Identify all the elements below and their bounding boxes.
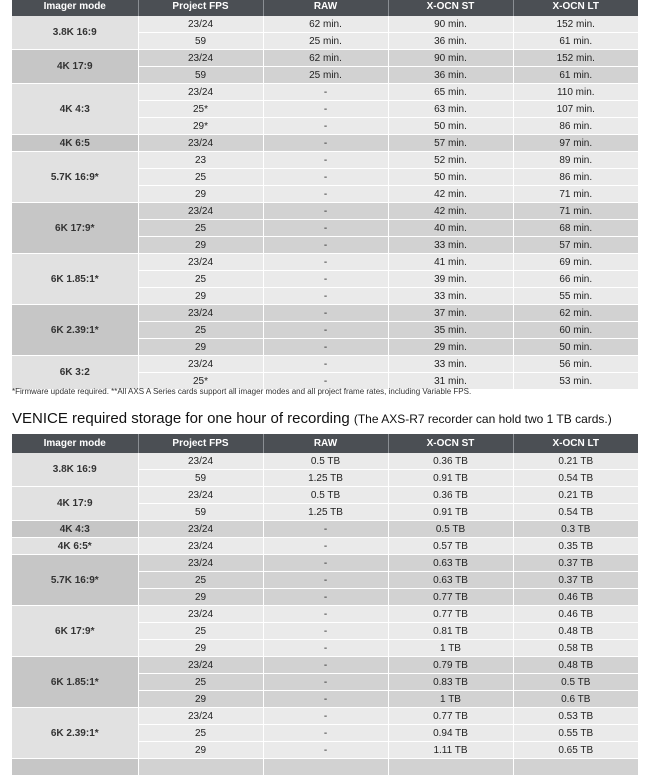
xocn-lt-cell: 0.65 TB <box>513 742 638 759</box>
project-fps-cell: 25 <box>138 322 263 339</box>
xocn-st-cell: 42 min. <box>388 203 513 220</box>
raw-cell: - <box>263 118 388 135</box>
raw-cell: - <box>263 254 388 271</box>
header-imager-mode: Imager mode <box>12 434 138 453</box>
imager-mode-cell: 5.7K 16:9* <box>12 555 138 606</box>
imager-mode-cell: 4K 6:5* <box>12 538 138 555</box>
project-fps-cell: 23/24 <box>138 50 263 67</box>
project-fps-cell: 23/24 <box>138 487 263 504</box>
raw-cell: 0.5 TB <box>263 487 388 504</box>
xocn-lt-cell: 0.37 TB <box>513 555 638 572</box>
xocn-st-cell: 0.57 TB <box>388 538 513 555</box>
xocn-lt-cell: 55 min. <box>513 288 638 305</box>
raw-cell: - <box>263 339 388 356</box>
table-row <box>12 203 638 220</box>
raw-cell: - <box>263 101 388 118</box>
xocn-st-cell: 36 min. <box>388 67 513 84</box>
raw-cell: - <box>263 657 388 674</box>
table-row <box>12 305 638 322</box>
xocn-st-cell: 0.91 TB <box>388 504 513 521</box>
xocn-lt-cell: 107 min. <box>513 101 638 118</box>
raw-cell: - <box>263 84 388 101</box>
header-project-fps: Project FPS <box>138 434 263 453</box>
table-row <box>12 254 638 271</box>
table-row <box>12 657 638 674</box>
xocn-lt-cell: 0.48 TB <box>513 657 638 674</box>
raw-cell: 25 min. <box>263 67 388 84</box>
table-row <box>12 135 638 152</box>
raw-cell: - <box>263 322 388 339</box>
table-row <box>12 538 638 555</box>
xocn-st-cell: 0.91 TB <box>388 470 513 487</box>
xocn-lt-cell: 56 min. <box>513 356 638 373</box>
xocn-st-cell: 0.5 TB <box>388 521 513 538</box>
table-row <box>12 708 638 725</box>
project-fps-cell: 23/24 <box>138 84 263 101</box>
project-fps-cell: 23/24 <box>138 538 263 555</box>
xocn-st-cell: 57 min. <box>388 135 513 152</box>
project-fps-cell: 23/24 <box>138 135 263 152</box>
storage-table <box>12 434 638 776</box>
imager-mode-cell: 6K 17:9* <box>12 606 138 657</box>
xocn-st-cell: 0.94 TB <box>388 725 513 742</box>
xocn-lt-cell: 0.3 TB <box>513 521 638 538</box>
table-row <box>12 453 638 470</box>
xocn-st-cell: 0.79 TB <box>388 657 513 674</box>
project-fps-cell: 23/24 <box>138 203 263 220</box>
xocn-st-cell: 33 min. <box>388 288 513 305</box>
raw-cell: - <box>263 305 388 322</box>
project-fps-cell: 23/24 <box>138 16 263 33</box>
xocn-st-cell: 50 min. <box>388 169 513 186</box>
xocn-st-cell: 31 min. <box>388 373 513 390</box>
project-fps-cell: 59 <box>138 33 263 50</box>
xocn-lt-cell: 89 min. <box>513 152 638 169</box>
project-fps-cell: 23/24 <box>138 555 263 572</box>
xocn-st-cell: 63 min. <box>388 101 513 118</box>
project-fps-cell: 29 <box>138 288 263 305</box>
imager-mode-cell: 6K 2.39:1* <box>12 305 138 356</box>
raw-cell: - <box>263 356 388 373</box>
xocn-st-cell: 0.63 TB <box>388 572 513 589</box>
xocn-lt-cell: 0.54 TB <box>513 470 638 487</box>
table-row <box>12 84 638 101</box>
imager-mode-cell: 6K 3:2 <box>12 356 138 390</box>
raw-cell: 62 min. <box>263 16 388 33</box>
xocn-lt-cell: 50 min. <box>513 339 638 356</box>
xocn-lt-cell: 86 min. <box>513 169 638 186</box>
xocn-lt-cell: 0.21 TB <box>513 487 638 504</box>
imager-mode-cell: 3.8K 16:9 <box>12 16 138 50</box>
xocn-st-cell: 37 min. <box>388 305 513 322</box>
project-fps-cell: 29 <box>138 691 263 708</box>
xocn-lt-cell <box>513 759 638 776</box>
header-raw: RAW <box>263 0 388 16</box>
xocn-lt-cell: 0.37 TB <box>513 572 638 589</box>
project-fps-cell: 25 <box>138 169 263 186</box>
recording-time-table <box>12 0 638 390</box>
xocn-lt-cell: 110 min. <box>513 84 638 101</box>
raw-cell: - <box>263 640 388 657</box>
imager-mode-cell: 5.7K 16:9* <box>12 152 138 203</box>
xocn-st-cell: 90 min. <box>388 16 513 33</box>
raw-cell: - <box>263 288 388 305</box>
xocn-st-cell: 0.77 TB <box>388 708 513 725</box>
project-fps-cell: 23/24 <box>138 305 263 322</box>
table-row <box>12 555 638 572</box>
imager-mode-cell: 6K 1.85:1* <box>12 657 138 708</box>
raw-cell: - <box>263 589 388 606</box>
xocn-st-cell: 0.36 TB <box>388 487 513 504</box>
xocn-lt-cell: 97 min. <box>513 135 638 152</box>
xocn-lt-cell: 0.55 TB <box>513 725 638 742</box>
table-row <box>12 50 638 67</box>
raw-cell: - <box>263 186 388 203</box>
project-fps-cell: 29 <box>138 640 263 657</box>
xocn-lt-cell: 0.46 TB <box>513 606 638 623</box>
xocn-st-cell: 52 min. <box>388 152 513 169</box>
xocn-st-cell: 42 min. <box>388 186 513 203</box>
project-fps-cell: 23/24 <box>138 606 263 623</box>
imager-mode-cell: 6K 1.85:1* <box>12 254 138 305</box>
raw-cell <box>263 759 388 776</box>
storage-heading <box>12 410 612 428</box>
xocn-lt-cell: 69 min. <box>513 254 638 271</box>
imager-mode-cell: 4K 4:3 <box>12 521 138 538</box>
project-fps-cell: 23/24 <box>138 657 263 674</box>
raw-cell: - <box>263 521 388 538</box>
raw-cell: - <box>263 538 388 555</box>
xocn-lt-cell: 0.21 TB <box>513 453 638 470</box>
raw-cell: - <box>263 742 388 759</box>
project-fps-cell: 23/24 <box>138 708 263 725</box>
footnote: *Firmware update required. **All AXS A Series cards support all imager modes and all project frame rates, including Variable FPS. <box>12 387 472 396</box>
header-project-fps: Project FPS <box>138 0 263 16</box>
xocn-st-cell: 0.36 TB <box>388 453 513 470</box>
header-xocn-lt: X-OCN LT <box>513 434 638 453</box>
recording-time-body <box>12 16 638 390</box>
xocn-lt-cell: 0.46 TB <box>513 589 638 606</box>
xocn-lt-cell: 0.48 TB <box>513 623 638 640</box>
xocn-lt-cell: 60 min. <box>513 322 638 339</box>
raw-cell: - <box>263 674 388 691</box>
xocn-st-cell: 65 min. <box>388 84 513 101</box>
xocn-lt-cell: 66 min. <box>513 271 638 288</box>
xocn-lt-cell: 61 min. <box>513 67 638 84</box>
header-xocn-st: X-OCN ST <box>388 434 513 453</box>
raw-cell: - <box>263 237 388 254</box>
xocn-st-cell: 0.77 TB <box>388 606 513 623</box>
xocn-lt-cell: 0.6 TB <box>513 691 638 708</box>
raw-cell: - <box>263 220 388 237</box>
table-row <box>12 521 638 538</box>
table-header-row <box>12 434 638 453</box>
project-fps-cell: 25 <box>138 572 263 589</box>
raw-cell: - <box>263 152 388 169</box>
project-fps-cell: 25* <box>138 373 263 390</box>
raw-cell: - <box>263 555 388 572</box>
xocn-lt-cell: 62 min. <box>513 305 638 322</box>
table-row <box>12 356 638 373</box>
xocn-lt-cell: 68 min. <box>513 220 638 237</box>
project-fps-cell: 23/24 <box>138 254 263 271</box>
table-row <box>12 152 638 169</box>
xocn-st-cell: 0.77 TB <box>388 589 513 606</box>
raw-cell: 1.25 TB <box>263 470 388 487</box>
project-fps-cell: 29 <box>138 589 263 606</box>
imager-mode-cell <box>12 759 138 776</box>
project-fps-cell: 25 <box>138 271 263 288</box>
header-xocn-st: X-OCN ST <box>388 0 513 16</box>
project-fps-cell: 59 <box>138 470 263 487</box>
xocn-st-cell: 0.81 TB <box>388 623 513 640</box>
project-fps-cell: 23/24 <box>138 356 263 373</box>
storage-body <box>12 453 638 776</box>
xocn-lt-cell: 53 min. <box>513 373 638 390</box>
project-fps-cell: 23/24 <box>138 521 263 538</box>
table-row <box>12 759 638 776</box>
header-xocn-lt: X-OCN LT <box>513 0 638 16</box>
project-fps-cell: 25 <box>138 220 263 237</box>
imager-mode-cell: 3.8K 16:9 <box>12 453 138 487</box>
imager-mode-cell: 4K 17:9 <box>12 487 138 521</box>
xocn-st-cell: 41 min. <box>388 254 513 271</box>
xocn-st-cell: 50 min. <box>388 118 513 135</box>
xocn-lt-cell: 71 min. <box>513 186 638 203</box>
raw-cell: 25 min. <box>263 33 388 50</box>
xocn-lt-cell: 86 min. <box>513 118 638 135</box>
raw-cell: 0.5 TB <box>263 453 388 470</box>
project-fps-cell: 29 <box>138 339 263 356</box>
xocn-st-cell: 40 min. <box>388 220 513 237</box>
table-row <box>12 606 638 623</box>
raw-cell: - <box>263 135 388 152</box>
raw-cell: 62 min. <box>263 50 388 67</box>
xocn-lt-cell: 0.35 TB <box>513 538 638 555</box>
xocn-lt-cell: 61 min. <box>513 33 638 50</box>
xocn-lt-cell: 152 min. <box>513 16 638 33</box>
project-fps-cell: 25 <box>138 725 263 742</box>
table-header-row <box>12 0 638 16</box>
xocn-st-cell: 33 min. <box>388 237 513 254</box>
project-fps-cell: 25 <box>138 623 263 640</box>
project-fps-cell: 29 <box>138 742 263 759</box>
project-fps-cell: 59 <box>138 67 263 84</box>
raw-cell: - <box>263 623 388 640</box>
xocn-st-cell: 0.63 TB <box>388 555 513 572</box>
xocn-lt-cell: 0.58 TB <box>513 640 638 657</box>
xocn-lt-cell: 152 min. <box>513 50 638 67</box>
xocn-st-cell: 1.11 TB <box>388 742 513 759</box>
header-raw: RAW <box>263 434 388 453</box>
raw-cell: - <box>263 725 388 742</box>
project-fps-cell: 29* <box>138 118 263 135</box>
storage-title: VENICE required storage for one hour of recording <box>12 410 354 427</box>
xocn-st-cell: 90 min. <box>388 50 513 67</box>
project-fps-cell: 23/24 <box>138 453 263 470</box>
project-fps-cell: 29 <box>138 186 263 203</box>
xocn-st-cell: 36 min. <box>388 33 513 50</box>
raw-cell: 1.25 TB <box>263 504 388 521</box>
xocn-st-cell: 1 TB <box>388 640 513 657</box>
project-fps-cell: 25* <box>138 101 263 118</box>
imager-mode-cell: 6K 2.39:1* <box>12 708 138 759</box>
raw-cell: - <box>263 169 388 186</box>
raw-cell: - <box>263 271 388 288</box>
raw-cell: - <box>263 606 388 623</box>
imager-mode-cell: 4K 17:9 <box>12 50 138 84</box>
xocn-st-cell: 39 min. <box>388 271 513 288</box>
project-fps-cell: 23 <box>138 152 263 169</box>
table-row <box>12 487 638 504</box>
xocn-st-cell: 29 min. <box>388 339 513 356</box>
project-fps-cell: 29 <box>138 237 263 254</box>
xocn-lt-cell: 0.54 TB <box>513 504 638 521</box>
xocn-lt-cell: 0.53 TB <box>513 708 638 725</box>
project-fps-cell: 59 <box>138 504 263 521</box>
xocn-lt-cell: 71 min. <box>513 203 638 220</box>
xocn-st-cell: 33 min. <box>388 356 513 373</box>
table-row <box>12 16 638 33</box>
raw-cell: - <box>263 373 388 390</box>
raw-cell: - <box>263 708 388 725</box>
header-imager-mode: Imager mode <box>12 0 138 16</box>
project-fps-cell <box>138 759 263 776</box>
xocn-lt-cell: 57 min. <box>513 237 638 254</box>
xocn-st-cell: 1 TB <box>388 691 513 708</box>
xocn-st-cell <box>388 759 513 776</box>
xocn-st-cell: 35 min. <box>388 322 513 339</box>
raw-cell: - <box>263 572 388 589</box>
xocn-lt-cell: 0.5 TB <box>513 674 638 691</box>
xocn-st-cell: 0.83 TB <box>388 674 513 691</box>
raw-cell: - <box>263 203 388 220</box>
imager-mode-cell: 4K 6:5 <box>12 135 138 152</box>
imager-mode-cell: 4K 4:3 <box>12 84 138 135</box>
imager-mode-cell: 6K 17:9* <box>12 203 138 254</box>
storage-subtitle: (The AXS-R7 recorder can hold two 1 TB cards.) <box>353 412 612 426</box>
project-fps-cell: 25 <box>138 674 263 691</box>
raw-cell: - <box>263 691 388 708</box>
